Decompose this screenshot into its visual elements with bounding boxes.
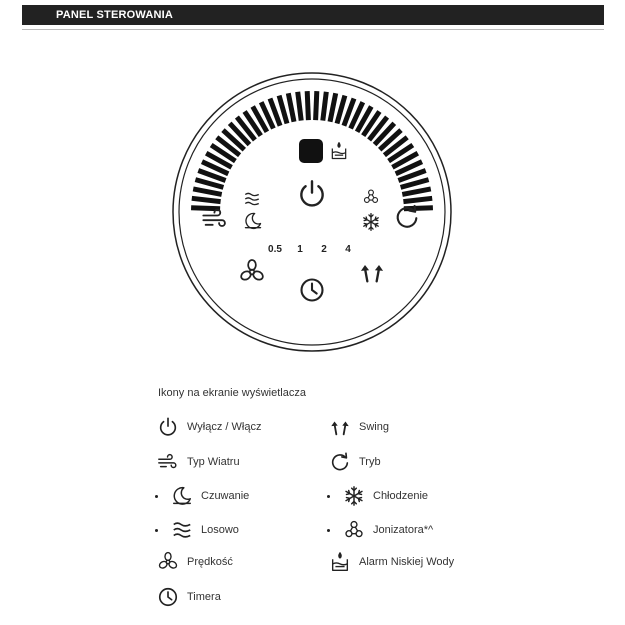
cooling-icon [343,485,365,507]
mode-icon [329,451,351,473]
sleep-icon [171,485,193,507]
timer-value-2: 2 [321,244,327,255]
legend-label: Wyłącz / Włącz [187,421,262,433]
bullet-dot [155,529,158,532]
legend-label: Losowo [201,524,239,536]
random-waves-icon [171,519,193,541]
low-water-alarm-icon [329,551,351,573]
panel-inner-ring [179,79,445,345]
power-icon [157,416,179,438]
bullet-dot [155,495,158,498]
legend-item [157,551,233,573]
legend-item [157,416,261,438]
ionizer-icon [343,519,365,541]
legend-item [327,519,433,541]
timer-icon[interactable] [302,280,323,301]
level-segment [298,92,302,121]
timer-value-1: 1 [297,244,303,255]
level-segment [323,92,327,121]
swing-icon[interactable] [361,265,383,281]
level-segment [193,189,222,195]
legend-label: Jonizatora*^ [373,524,434,536]
level-segment [288,93,294,122]
ionizer-icon [364,190,377,202]
level-segment [192,198,221,201]
legend-label: Czuwanie [201,490,250,502]
wind-type-icon [157,451,179,473]
legend-item [329,451,381,473]
level-segment [403,198,432,201]
low-water-alarm-icon [332,143,345,159]
legend-item [155,519,239,541]
bullet-dot [327,529,330,532]
header-title: PANEL STEROWANIA [56,9,174,21]
swing-icon [329,416,351,438]
level-segment [330,93,336,122]
timer-value-3: 4 [345,244,351,255]
level-segment [307,91,308,120]
bullet-dot [327,495,330,498]
legend-label: Prędkość [187,556,233,568]
legend-title: Ikony na ekranie wyświetlacza [158,387,306,399]
legend-label: Swing [359,421,389,433]
display-window [299,139,323,163]
fan-speed-icon[interactable] [240,260,265,281]
legend-label: Typ Wiatru [187,456,240,468]
cooling-icon [364,214,379,231]
legend-item [157,586,221,608]
legend-item [327,485,428,507]
sleep-icon [246,213,261,228]
fan-speed-icon [157,551,179,573]
legend-item [157,451,240,473]
level-segment [191,208,220,209]
legend-item [329,551,454,573]
power-icon[interactable] [301,181,322,205]
timer-icon [157,586,179,608]
legend-item [329,416,389,438]
level-segment [316,91,317,120]
legend-label: Tryb [359,456,381,468]
wind-type-icon[interactable] [203,210,225,226]
random-waves-icon [245,193,259,204]
legend-label: Alarm Niskiej Wody [359,556,455,568]
legend-item [155,485,249,507]
level-segment [402,189,431,195]
legend-label: Timera [187,591,221,603]
legend-label: Chłodzenie [373,490,429,502]
timer-value-0: 0.5 [268,244,282,255]
